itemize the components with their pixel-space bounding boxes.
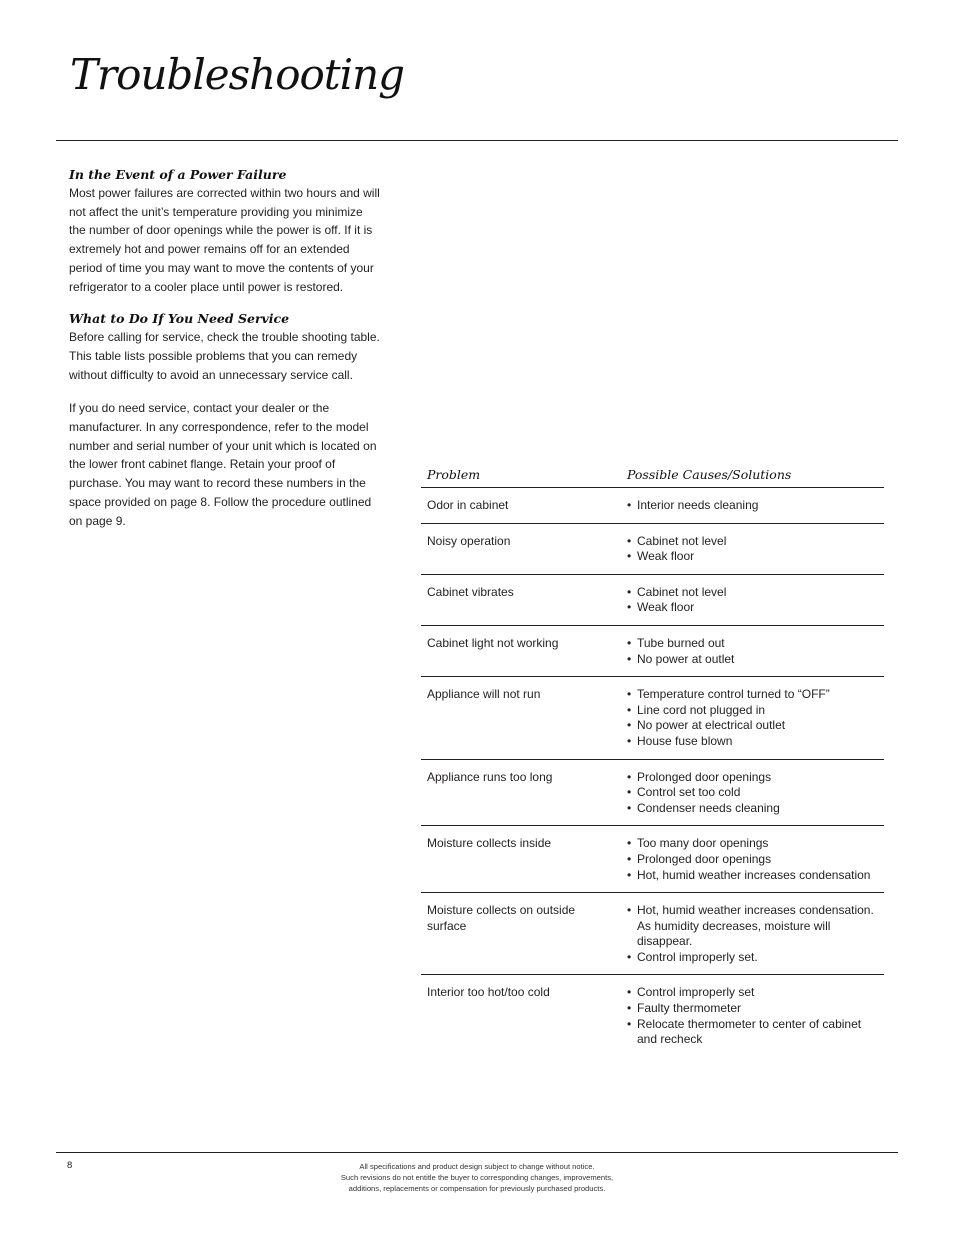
problem-cell: Moisture collects inside	[421, 826, 621, 893]
cause-item: • Cabinet not level	[627, 534, 878, 550]
footer-line: All specifications and product design subject to change without notice.	[359, 1162, 595, 1171]
troubleshooting-table	[421, 464, 884, 1057]
problem-cell: Appliance runs too long	[421, 759, 621, 826]
page-title: Troubleshooting	[70, 50, 405, 99]
causes-cell	[621, 523, 884, 574]
causes-cell	[621, 975, 884, 1057]
problem-cell: Noisy operation	[421, 523, 621, 574]
footer-line: additions, replacements or compensation for previously purchased products.	[348, 1184, 606, 1193]
service-heading: What to Do If You Need Service	[69, 311, 290, 327]
cause-item: • Hot, humid weather increases condensation. As humidity decreases, moisture will disappear.	[627, 903, 878, 950]
page-number: 8	[67, 1160, 73, 1171]
table-row	[421, 759, 884, 826]
table-header-row	[421, 464, 884, 488]
cause-item: • Condenser needs cleaning	[627, 801, 878, 817]
causes-column-header: Possible Causes/Solutions	[621, 464, 884, 488]
table-row	[421, 826, 884, 893]
power-failure-heading: In the Event of a Power Failure	[69, 167, 287, 182]
causes-cell	[621, 826, 884, 893]
cause-item: • Control set too cold	[627, 785, 878, 801]
bottom-divider	[56, 1152, 898, 1153]
service-text-1: Before calling for service, check the trouble shooting table. This table lists possible problems that you can remedy without difficulty to avoid an unnecessary service call.	[69, 330, 380, 382]
footer-line: Such revisions do not entitle the buyer to corresponding changes, improvements,	[340, 1173, 614, 1182]
cause-item: • Prolonged door openings	[627, 770, 878, 786]
cause-item: • Weak floor	[627, 549, 878, 565]
problem-cell: Interior too hot/too cold	[427, 985, 550, 1000]
cause-item: • Interior needs cleaning	[627, 498, 878, 514]
cause-item: • No power at electrical outlet	[627, 718, 878, 734]
table-row	[421, 574, 884, 625]
causes-cell	[621, 625, 884, 676]
footer-disclaimer	[300, 1161, 654, 1194]
table-row	[421, 677, 884, 759]
problem-cell: Cabinet light not working	[421, 625, 621, 676]
cause-item: • Cabinet not level	[627, 585, 878, 601]
cause-item: • Faulty thermometer	[627, 1001, 878, 1017]
problem-cell: Moisture collects on outside surface	[421, 893, 621, 975]
problem-cell: Cabinet vibrates	[421, 574, 621, 625]
cause-item: • Hot, humid weather increases condensation	[627, 868, 878, 884]
cause-item: • Relocate thermometer to center of cabinet and recheck	[627, 1017, 878, 1048]
causes-cell	[621, 893, 884, 975]
cause-item: • No power at outlet	[627, 652, 878, 668]
problem-cell: Odor in cabinet	[421, 488, 621, 524]
cause-item: • Line cord not plugged in	[627, 703, 878, 719]
service-text-2: If you do need service, contact your dealer or the manufacturer. In any correspondence, refer to the model number and serial number of your unit which is located on the lower front cabinet flange. Retain your proof of purchase. You may want to record these numbers in the space provided on page 8. Follow the procedure outlined on page 9.	[69, 401, 377, 528]
cause-item: • Tube burned out	[627, 636, 878, 652]
table-row	[421, 488, 884, 524]
table-row	[421, 975, 884, 1057]
cause-item: • Control improperly set	[627, 985, 878, 1001]
cause-item: • Prolonged door openings	[627, 852, 878, 868]
causes-cell	[621, 677, 884, 759]
problem-column-header: Problem	[421, 464, 621, 488]
causes-cell	[621, 574, 884, 625]
cause-item: • House fuse blown	[627, 734, 878, 750]
causes-cell	[621, 759, 884, 826]
cause-item: • Weak floor	[627, 600, 878, 616]
power-failure-text: Most power failures are corrected within two hours and will not affect the unit’s temperature providing you minimize the number of door openings while the power is off. If it is extremely hot and power remains off for an extended period of time you may want to move the contents of your refrigerator to a cooler place until power is restored.	[69, 186, 380, 294]
cause-item: • Too many door openings	[627, 836, 878, 852]
cause-item: • Temperature control turned to “OFF”	[627, 687, 878, 703]
table-row	[421, 893, 884, 975]
causes-cell	[621, 488, 884, 524]
top-divider	[56, 140, 898, 141]
problem-cell: Appliance will not run	[421, 677, 621, 759]
cause-item: • Control improperly set.	[627, 950, 878, 966]
table-row	[421, 523, 884, 574]
table-row	[421, 625, 884, 676]
left-column	[69, 166, 381, 530]
